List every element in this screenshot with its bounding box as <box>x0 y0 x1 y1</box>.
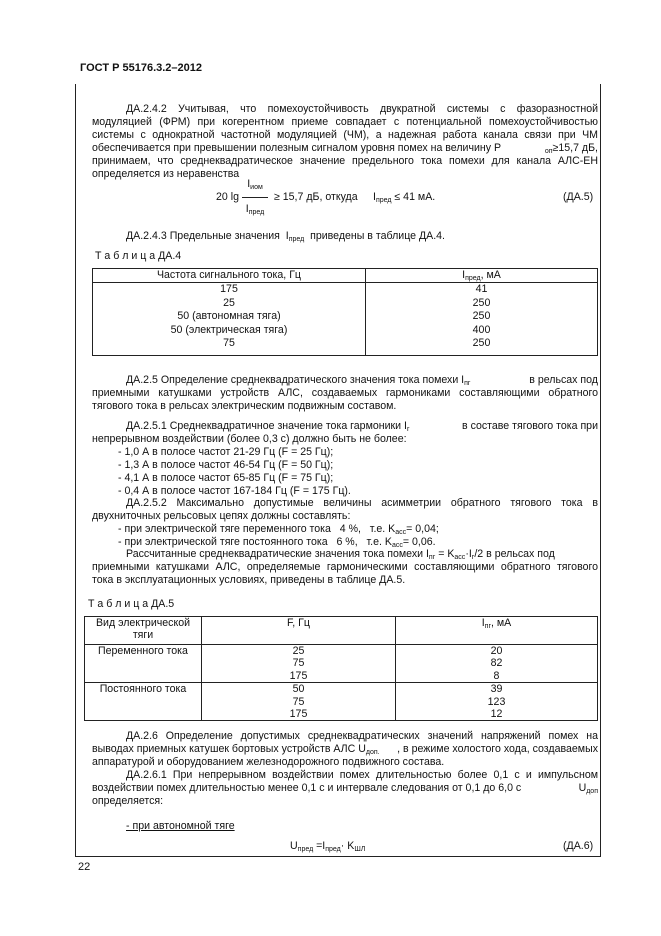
text-line: приемными катушками АЛС, определяемые гармоническими составляющими обратного тягового <box>92 561 598 573</box>
symbol: I <box>247 178 251 190</box>
table-header-cell <box>366 269 598 283</box>
symbol: U <box>578 782 587 794</box>
text-line: ДА.2.6 Определение допустимых среднеквадратических значений напряжений помех на <box>126 730 598 742</box>
text-line: непрерывном воздействии (более 0,3 с) должно быть не более: <box>92 433 407 445</box>
table-cell: Постоянного тока <box>85 683 202 721</box>
list-item: - 1,3 А в полосе частот 46-54 Гц (F = 50 Гц); <box>118 459 334 471</box>
table-header-cell <box>396 617 598 645</box>
text-fragment: =I <box>313 840 326 852</box>
text-fragment: воздействии помех длительностью менее 0,1 с и интервале следования от 0,1 до 6,0 с <box>92 782 522 794</box>
symbol: U <box>290 840 298 852</box>
table-cell: 250 <box>366 310 598 323</box>
text-fragment: - при электрической тяге постоянного тока 6 %, т.е. K <box>118 536 392 548</box>
cell-value: 175 <box>289 708 308 721</box>
cell-value: 75 <box>292 695 305 708</box>
text-fragment: выводах приемных катушек бортовых устройств АЛС U <box>92 743 366 755</box>
table-row <box>93 297 598 310</box>
symbol: I <box>285 230 289 242</box>
symbol: I <box>373 191 376 203</box>
text-fragment: /2 в рельсах под <box>474 548 555 560</box>
text-fragment <box>126 374 470 387</box>
text-line: системы с однократной частотной модуляцией (ЧМ), а надежная работа канала связи при ЧМ <box>92 129 598 141</box>
cell-value: 175 <box>289 669 308 682</box>
text-fragment: = 0,04; <box>406 523 439 535</box>
table-row <box>93 310 598 323</box>
table-da-5 <box>84 616 598 721</box>
table-cell: 400 <box>366 324 598 337</box>
table-caption: Т а б л и ц а ДА.5 <box>88 598 175 610</box>
symbol: I <box>481 617 485 629</box>
subscript: пред <box>465 275 481 282</box>
subscript: пред <box>288 236 305 243</box>
text-fragment <box>126 420 410 433</box>
text-fragment: ≤ 41 мА. <box>394 191 436 203</box>
subscript: доп. <box>365 749 380 756</box>
text-fragment: ·I <box>465 548 472 560</box>
text-line <box>92 782 598 795</box>
subscript: асс <box>395 529 407 536</box>
cell-value: 75 <box>292 657 305 670</box>
text-fragment: - при электрической тяге переменного тока 4 %, т.е. K <box>118 523 396 535</box>
text-fragment: в составе тягового тока при <box>462 420 598 432</box>
subscript: пред <box>325 846 341 853</box>
text-fragment: = 0,06. <box>402 536 436 548</box>
table-cell <box>202 683 396 721</box>
table-row <box>93 324 598 337</box>
text-line: тока в эксплуатационных условиях, приведены в таблице ДА.5. <box>92 574 406 586</box>
text-line: модуляцией (ФРМ) при когерентном приеме совпадает с потенциальной помехоустойчивостью <box>92 116 598 128</box>
formula-number: (ДА.5) <box>563 191 594 203</box>
table-cell: 25 <box>93 297 366 310</box>
subscript: асс <box>391 542 403 549</box>
text-line <box>92 374 598 387</box>
subscript: пг <box>428 554 436 561</box>
list-item: - 0,4 А в полосе частот 167-184 Гц (F = 175 Гц). <box>118 485 351 497</box>
text-fragment <box>545 142 598 155</box>
subscript: г <box>471 554 475 561</box>
text-line: определяется из неравенства <box>92 168 240 180</box>
table-header-cell: Частота сигнального тока, Гц <box>93 269 366 283</box>
text-fragment <box>579 782 598 795</box>
text-line <box>92 420 598 433</box>
text-fragment: ДА.2.4.3 Предельные значения <box>126 230 280 242</box>
cell-value: 82 <box>490 657 503 670</box>
text-fragment: ДА.2.5 Определение среднеквадратического значения тока помехи I <box>126 374 465 386</box>
text-fragment: приведены в таблице ДА.4. <box>310 230 445 242</box>
text-line: аппаратурой и оборудованием железнодорожного подвижного состава. <box>92 756 445 768</box>
document-header: ГОСТ Р 55176.3.2–2012 <box>80 62 203 74</box>
formula-result <box>373 191 435 204</box>
subscript: пред <box>297 846 314 853</box>
table-cell: 175 <box>93 283 366 297</box>
table-cell: 50 (электрическая тяга) <box>93 324 366 337</box>
cell-value: 39 <box>490 683 503 696</box>
fraction-bar <box>242 197 268 198</box>
text-fragment: = K <box>435 548 455 560</box>
cell-value: 25 <box>292 645 305 657</box>
text-fragment: , мА <box>480 269 501 281</box>
text-fragment: , мА <box>491 617 512 629</box>
table-row <box>85 683 598 721</box>
text-line: ДА.2.6.1 При непрерывном воздействии помех длительностью более 0,1 с и импульсном <box>126 769 598 781</box>
text-fragment: Рассчитанные среднеквадратические значения тока помехи I <box>126 548 429 560</box>
subscript: пред <box>248 209 265 216</box>
text-line: ДА.2.5.2 Максимально допустимые величины асимметрии обратного тягового тока в <box>126 497 598 509</box>
table-da-4 <box>92 268 598 356</box>
cell-value: 50 <box>292 683 305 696</box>
list-item: - 1,0 А в полосе частот 21-29 Гц (F = 25 Гц); <box>118 446 334 458</box>
text-fragment: ДА.2.5.1 Среднеквадратичное значение тока гармоники I <box>126 420 407 432</box>
table-cell: 41 <box>366 283 598 297</box>
cell-value: 8 <box>493 669 500 682</box>
subscript: доп <box>586 788 598 795</box>
text-line: приемными катушками устройств АЛС, создаваемых гармониками составляющими обратного <box>92 387 598 399</box>
fraction-denominator <box>242 203 268 216</box>
text-fragment: в рельсах под <box>529 374 598 386</box>
formula-number: (ДА.6) <box>563 840 594 852</box>
formula-text: ≥ 15,7 дБ, откуда <box>274 191 358 203</box>
table-cell: 50 (автономная тяга) <box>93 310 366 323</box>
table-row <box>93 337 598 356</box>
table-row <box>93 283 598 297</box>
table-header-cell: F, Гц <box>202 617 396 645</box>
table-cell <box>396 683 598 721</box>
text-line: тягового тока в рельсах электрическим подвижным составом. <box>92 400 397 412</box>
text-line: принимаем, что среднеквадратическое значение предельного тока помехи для канала АЛС-ЕН <box>92 155 598 167</box>
paragraph-da-2-4-3 <box>126 230 445 243</box>
cell-value: 20 <box>490 645 503 657</box>
list-item <box>118 523 439 536</box>
table-cell <box>202 645 396 683</box>
text-fragment <box>92 743 380 756</box>
text-line <box>92 548 598 561</box>
fraction-numerator <box>242 178 268 191</box>
subscript: асс <box>454 554 466 561</box>
table-cell: 75 <box>93 337 366 356</box>
symbol: I <box>245 203 249 215</box>
table-caption: Т а б л и ц а ДА.4 <box>95 250 182 262</box>
subscript: оп <box>544 148 553 155</box>
text-fragment: , в режиме холостого хода, создаваемых <box>397 743 598 755</box>
text-line: двухниточных рельсовых цепях должны составлять: <box>92 510 351 522</box>
list-item: - 4,1 А в полосе частот 65-85 Гц (F = 75 Гц); <box>118 472 334 484</box>
text-line <box>92 142 598 155</box>
subscript: г <box>406 426 410 433</box>
text-fragment: ≥15,7 дБ, <box>552 142 598 154</box>
page-number: 22 <box>78 861 91 873</box>
symbol: I <box>462 269 466 281</box>
text-line <box>92 743 598 756</box>
table-cell: 250 <box>366 297 598 310</box>
list-item: - при автономной тяге <box>126 820 235 832</box>
cell-value: 12 <box>490 708 503 721</box>
subscript: пг <box>464 380 471 387</box>
text-line: ДА.2.4.2 Учитывая, что помехоустойчивость двукратной системы с фазоразностной <box>126 103 598 115</box>
table-cell: Переменного тока <box>85 645 202 683</box>
formula-lg: 20 lg <box>216 191 239 203</box>
table-cell <box>396 645 598 683</box>
text-fragment: · K <box>340 840 355 852</box>
cell-value: 123 <box>487 695 506 708</box>
subscript: пг <box>484 623 492 630</box>
table-header-cell: Вид электрической тяги <box>85 617 202 645</box>
table-row <box>85 645 598 683</box>
subscript: иом <box>250 184 263 191</box>
subscript: ШЛ <box>354 846 366 853</box>
subscript: пред <box>375 197 392 204</box>
formula-da-6 <box>290 840 365 853</box>
text-fragment: обеспечивается при превышении полезным сигналом уровня помех на величину P <box>92 142 502 154</box>
table-cell: 250 <box>366 337 598 356</box>
text-fragment <box>126 548 555 561</box>
text-line: определяется: <box>92 795 164 807</box>
